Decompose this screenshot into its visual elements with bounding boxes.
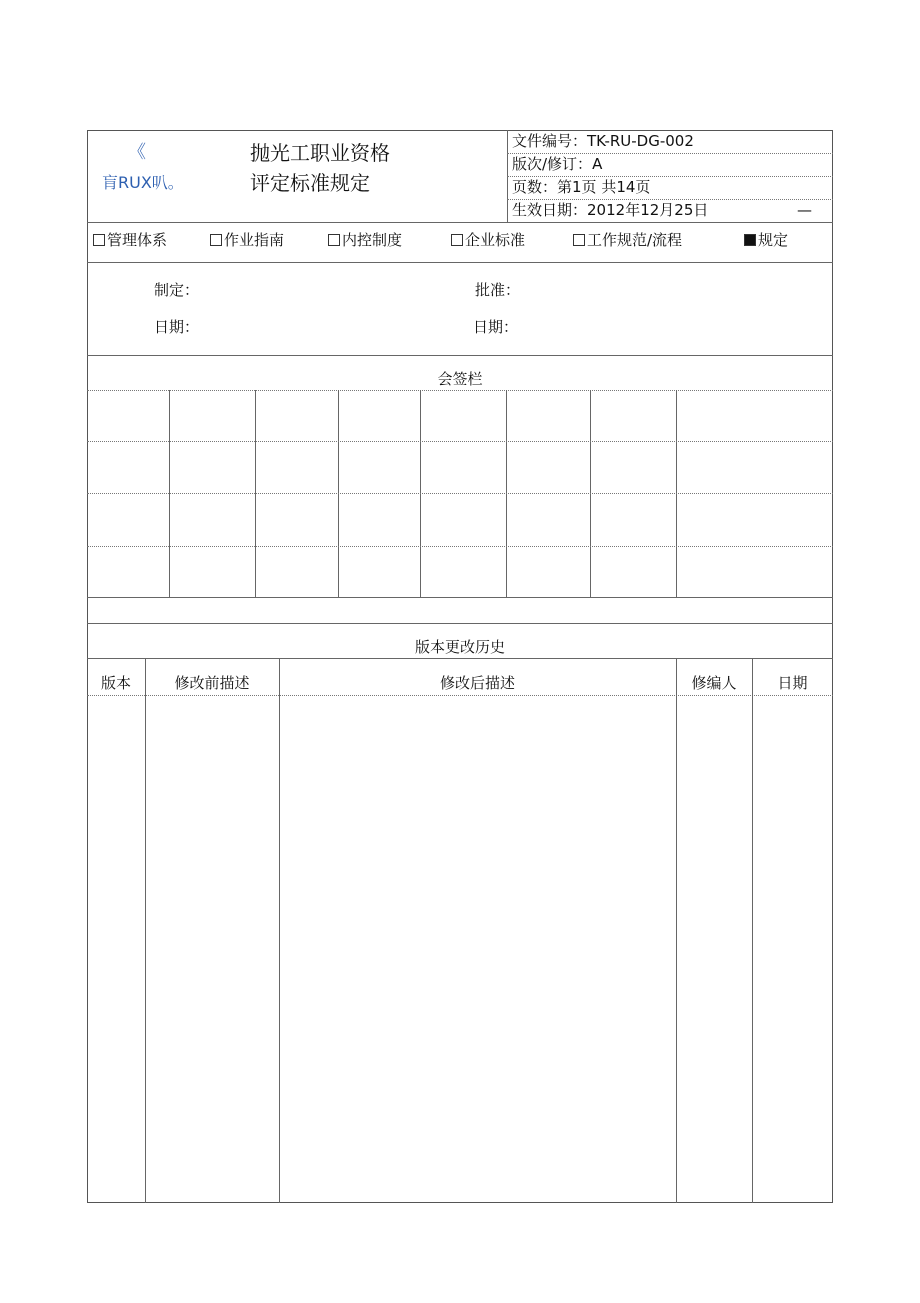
category-5[interactable] <box>744 231 788 249</box>
checkbox-checked-icon[interactable] <box>744 234 756 246</box>
category-label: 内控制度 <box>342 231 403 249</box>
category-3[interactable] <box>451 231 525 249</box>
approved-by-label: 批准： <box>475 281 521 299</box>
doc-effective-date: 生效日期：2012年12月25日 <box>512 201 709 219</box>
history-title: 版本更改历史 <box>414 638 505 656</box>
history-column-header: 版本 <box>100 674 131 692</box>
category-1[interactable] <box>210 231 284 249</box>
category-label: 企业标准 <box>465 231 526 249</box>
doc-title-line2: 评定标准规定 <box>250 171 370 195</box>
grid-row-line <box>87 546 833 547</box>
category-4[interactable] <box>573 231 682 249</box>
checkbox-empty-icon[interactable] <box>328 234 340 246</box>
history-column-line <box>279 658 280 1203</box>
approved-date-label: 日期： <box>473 318 519 336</box>
logo-text: 肓RUX叭。 <box>102 173 184 192</box>
checkbox-empty-icon[interactable] <box>573 234 585 246</box>
history-column-header: 修编人 <box>691 674 737 692</box>
history-column-line <box>752 658 753 1203</box>
logo-mark: 《 <box>128 142 146 163</box>
category-label: 管理体系 <box>107 231 168 249</box>
checkbox-empty-icon[interactable] <box>93 234 105 246</box>
history-column-header: 日期 <box>777 674 808 692</box>
dash-mark: — <box>797 201 812 219</box>
grid-row-line <box>87 441 833 442</box>
made-date-label: 日期： <box>154 318 200 336</box>
category-label: 工作规范/流程 <box>587 231 683 249</box>
category-2[interactable] <box>328 231 402 249</box>
history-column-line <box>145 658 146 1203</box>
history-column-line <box>676 658 677 1203</box>
doc-version: 版次/修订：A <box>512 155 603 173</box>
doc-title-line1: 抛光工职业资格 <box>250 141 390 165</box>
history-column-header: 修改后描述 <box>439 674 515 692</box>
category-label: 规定 <box>758 231 789 249</box>
countersign-title: 会签栏 <box>437 370 483 388</box>
history-column-header: 修改前描述 <box>174 674 250 692</box>
checkbox-empty-icon[interactable] <box>210 234 222 246</box>
checkbox-empty-icon[interactable] <box>451 234 463 246</box>
made-by-label: 制定： <box>154 281 200 299</box>
category-0[interactable] <box>93 231 167 249</box>
grid-row-line <box>87 493 833 494</box>
category-label: 作业指南 <box>224 231 285 249</box>
doc-page-count: 页数：第1页 共14页 <box>512 178 651 196</box>
doc-number: 文件编号：TK-RU-DG-002 <box>512 132 694 150</box>
